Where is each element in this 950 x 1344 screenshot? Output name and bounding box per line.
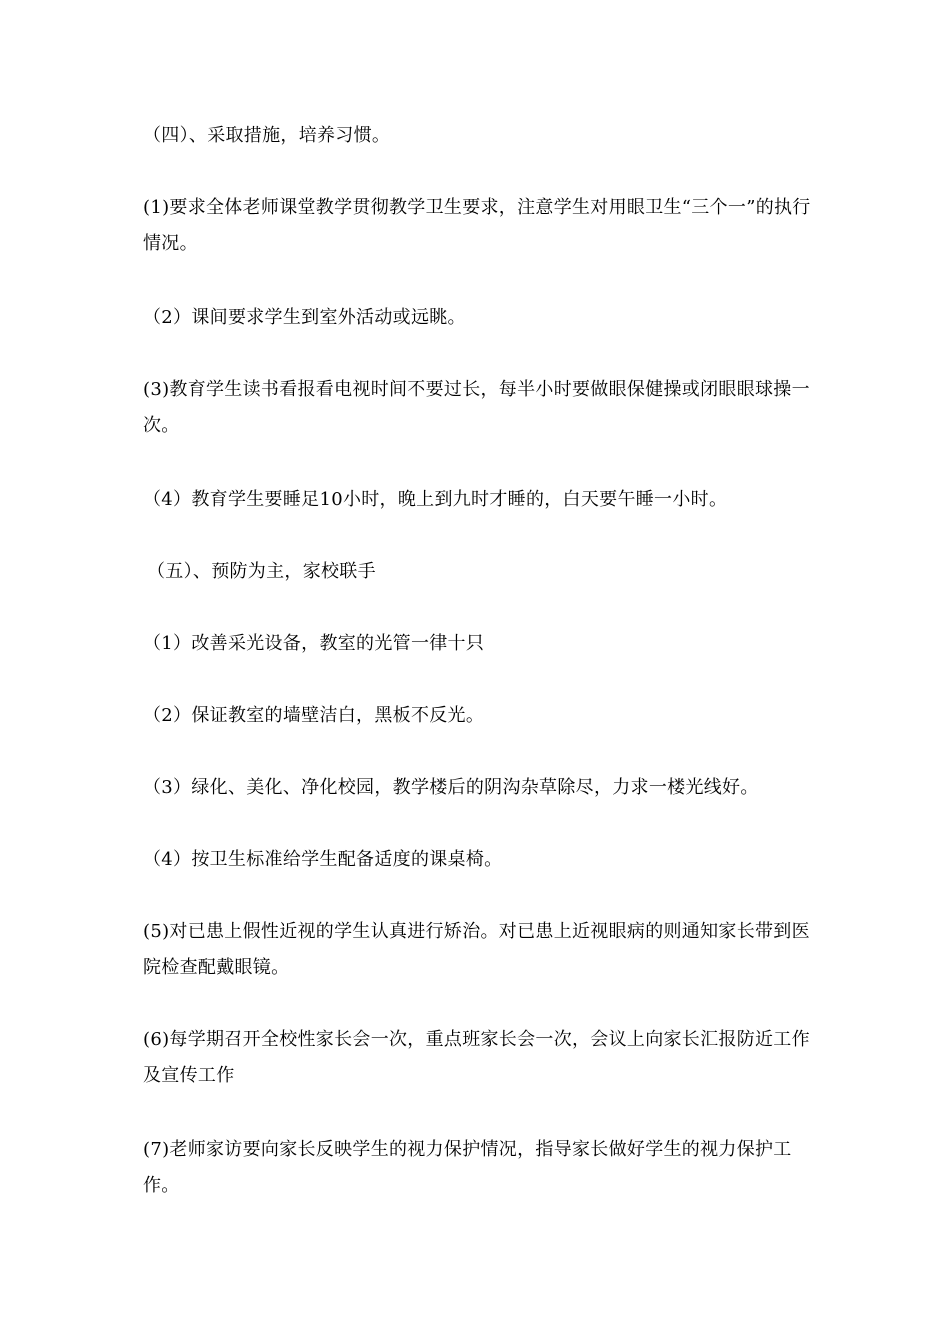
section-heading-five: （五）、预防为主，家校联手 <box>147 561 376 582</box>
paragraph-item-4: （4）教育学生要睡足10小时，晚上到九时才睡的，白天要午睡一小时。 <box>143 489 728 510</box>
paragraph-item-7: （3）绿化、美化、净化校园，教学楼后的阴沟杂草除尽，力求一楼光线好。 <box>143 777 759 798</box>
paragraph-item-10: (6)每学期召开全校性家长会一次，重点班家长会一次，会议上向家长汇报防近工作及宣传工作 <box>143 1029 810 1086</box>
section-heading-four: （四）、采取措施，培养习惯。 <box>143 125 391 146</box>
paragraph-item-2: （2）课间要求学生到室外活动或远眺。 <box>143 307 466 328</box>
paragraph-item-5: （1）改善采光设备，教室的光管一律十只 <box>143 633 485 654</box>
paragraph-item-1: (1)要求全体老师课堂教学贯彻教学卫生要求，注意学生对用眼卫生“三个一”的执行情况。 <box>143 197 811 254</box>
paragraph-item-8: （4）按卫生标准给学生配备适度的课桌椅。 <box>143 849 503 870</box>
paragraph-item-11: (7)老师家访要向家长反映学生的视力保护情况，指导家长做好学生的视力保护工作。 <box>143 1139 792 1196</box>
paragraph-item-3: (3)教育学生读书看报看电视时间不要过长，每半小时要做眼保健操或闭眼眼球操一次。 <box>143 379 810 436</box>
paragraph-item-9: (5)对已患上假性近视的学生认真进行矫治。对已患上近视眼病的则通知家长带到医院检查配戴眼镜。 <box>143 921 810 978</box>
paragraph-item-6: （2）保证教室的墙壁洁白，黑板不反光。 <box>143 705 485 726</box>
